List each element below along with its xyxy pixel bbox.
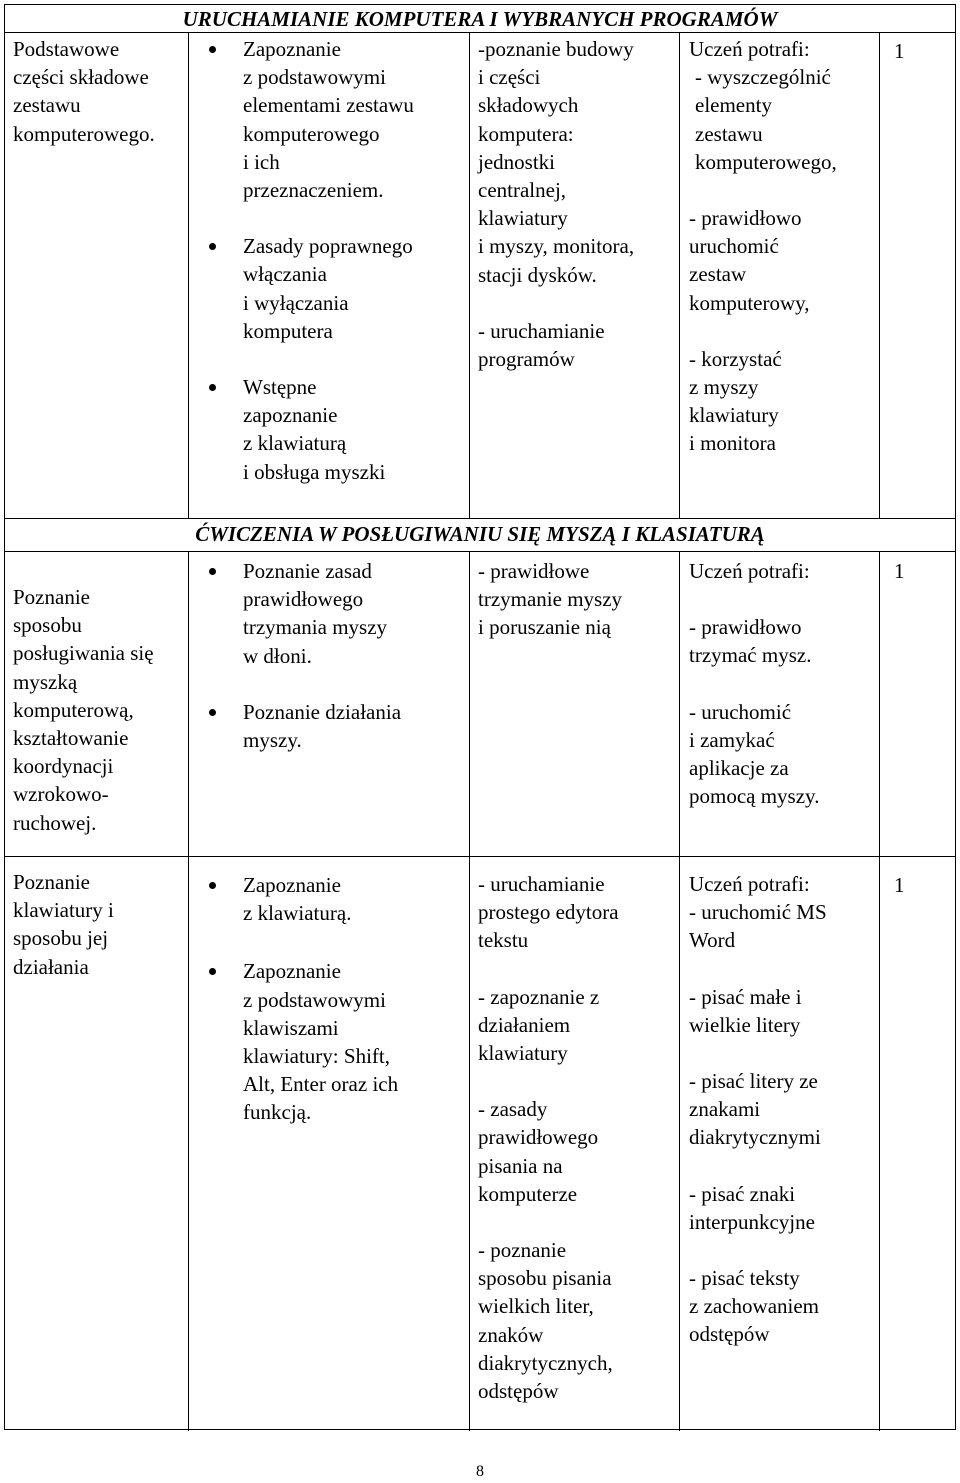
- text-line: Poznanie: [13, 585, 90, 609]
- text-line: i monitora: [689, 431, 776, 456]
- text-line: aplikacje za: [689, 756, 789, 781]
- bullet-icon: [209, 384, 216, 391]
- text-line: - zasady: [478, 1097, 548, 1122]
- activity-item: [478, 557, 676, 642]
- outcome-item: [689, 983, 877, 1039]
- text-line: ruchowej.: [13, 810, 97, 835]
- row-divider: [5, 856, 955, 857]
- text-line: komputerowy,: [689, 290, 810, 315]
- text-line: uruchomić: [689, 234, 779, 259]
- text-line: klawiszami: [243, 1015, 339, 1040]
- text-line: odstępów: [689, 1322, 770, 1347]
- bullet-item: [243, 557, 465, 670]
- bullet-icon: [209, 709, 216, 716]
- text-line: i myszy, monitora,: [478, 234, 635, 259]
- text-line: Zapoznanie: [243, 959, 341, 984]
- column-divider: [879, 551, 880, 1431]
- column-divider: [679, 551, 680, 1431]
- outcome-item: [695, 63, 877, 176]
- text-line: programów: [478, 347, 575, 372]
- text-line: zestawu: [13, 93, 81, 118]
- outcome-item: [689, 204, 877, 317]
- page-number: 8: [476, 1463, 484, 1480]
- text-line: w dłoni.: [243, 643, 312, 668]
- column-divider: [879, 32, 880, 518]
- text-line: i ich: [243, 149, 280, 174]
- text-line: składowych: [478, 93, 579, 118]
- text-line: jednostki: [478, 149, 555, 174]
- column-divider: [469, 551, 470, 1431]
- column-divider: [469, 32, 470, 518]
- text-line: klawiatury: [689, 403, 779, 428]
- text-line: - poznanie: [478, 1238, 567, 1263]
- outcomes-heading: Uczeń potrafi:: [689, 37, 810, 61]
- text-line: zestaw: [689, 262, 747, 287]
- activities-cell: [478, 35, 676, 373]
- text-line: Poznanie: [13, 870, 90, 894]
- text-line: z klawiaturą.: [243, 901, 352, 926]
- bullet-item: [243, 373, 465, 486]
- text-line: wielkie litery: [689, 1012, 801, 1037]
- text-line: - zapoznanie z: [478, 984, 600, 1009]
- text-line: sposobu jej: [13, 926, 109, 951]
- hours-value: 1: [894, 873, 905, 897]
- text-line: i wyłączania: [243, 290, 349, 315]
- text-line: części składowe: [13, 65, 149, 90]
- outcome-item: [689, 698, 877, 811]
- curriculum-table: [4, 4, 956, 1430]
- text-line: pisania na: [478, 1153, 563, 1178]
- outcome-item: [689, 1264, 877, 1349]
- outcomes-heading: Uczeń potrafi:: [689, 559, 810, 583]
- topic-cell: [13, 868, 185, 981]
- column-divider: [679, 32, 680, 518]
- text-line: Podstawowe: [13, 37, 120, 61]
- activity-item: [478, 35, 676, 289]
- text-line: Zapoznanie: [243, 37, 341, 61]
- text-line: - uruchamianie: [478, 872, 605, 896]
- activity-item: [478, 870, 676, 955]
- text-line: odstępów: [478, 1379, 559, 1404]
- text-line: - pisać znaki: [689, 1181, 796, 1206]
- text-line: z podstawowymi: [243, 987, 386, 1012]
- text-line: Poznanie działania: [243, 699, 402, 724]
- text-line: komputerze: [478, 1181, 578, 1206]
- text-line: elementy: [695, 93, 772, 118]
- bullet-icon: [209, 968, 216, 975]
- bullet-item: [243, 871, 465, 927]
- outcomes-cell: [689, 557, 877, 810]
- activities-cell: [478, 870, 676, 1405]
- text-line: sposobu pisania: [478, 1266, 612, 1291]
- outcomes-heading: Uczeń potrafi:: [689, 872, 810, 896]
- text-line: komputerowego,: [695, 149, 837, 174]
- hours-value: 1: [894, 39, 905, 63]
- text-line: - prawidłowo: [689, 206, 802, 231]
- text-line: wzrokowo-: [13, 782, 109, 807]
- text-line: znaków: [478, 1322, 544, 1347]
- text-line: tekstu: [478, 928, 529, 953]
- content-cell: [243, 35, 465, 486]
- text-line: zestawu: [695, 121, 763, 146]
- topic-cell: [13, 35, 185, 148]
- text-line: włączania: [243, 262, 327, 287]
- text-line: i części: [478, 65, 541, 90]
- text-line: zapoznanie: [243, 403, 338, 428]
- content-cell: [243, 871, 465, 1127]
- text-line: działaniem: [478, 1012, 571, 1037]
- text-line: z podstawowymi: [243, 65, 386, 90]
- bullet-item: [243, 957, 465, 1126]
- activities-cell: [478, 557, 676, 642]
- outcome-item: [689, 613, 877, 669]
- text-line: Zasady poprawnego: [243, 234, 413, 259]
- text-line: stacji dysków.: [478, 262, 597, 287]
- text-line: z zachowaniem: [689, 1294, 820, 1319]
- text-line: - pisać litery ze: [689, 1069, 818, 1094]
- text-line: działania: [13, 954, 89, 979]
- text-line: Poznanie zasad: [243, 559, 372, 583]
- outcomes-cell: [689, 870, 877, 1349]
- text-line: z myszy: [689, 375, 759, 400]
- column-divider: [188, 551, 189, 1431]
- text-line: - pisać teksty: [689, 1266, 800, 1291]
- text-line: pomocą myszy.: [689, 784, 820, 809]
- bullet-icon: [209, 882, 216, 889]
- text-line: trzymanie myszy: [478, 587, 623, 612]
- text-line: - pisać małe i: [689, 984, 802, 1009]
- text-line: klawiatury: Shift,: [243, 1044, 390, 1069]
- text-line: i obsługa myszki: [243, 459, 386, 484]
- text-line: komputerową,: [13, 697, 134, 722]
- hours-value: 1: [894, 559, 905, 583]
- text-line: - korzystać: [689, 346, 782, 371]
- text-line: wielkich liter,: [478, 1294, 594, 1319]
- outcome-item: [689, 345, 877, 458]
- bullet-item: [243, 35, 465, 204]
- text-line: -poznanie budowy: [478, 37, 634, 61]
- bullet-icon: [209, 568, 216, 575]
- text-line: - prawidłowe: [478, 559, 590, 583]
- text-line: i zamykać: [689, 727, 775, 752]
- text-line: - uruchomić: [689, 699, 792, 724]
- text-line: komputerowego.: [13, 121, 155, 146]
- text-line: - uruchamianie: [478, 318, 605, 343]
- activity-item: [478, 1236, 676, 1405]
- text-line: Word: [689, 928, 736, 953]
- text-line: znakami: [689, 1097, 761, 1122]
- text-line: Wstępne: [243, 375, 317, 400]
- text-line: interpunkcyjne: [689, 1209, 815, 1234]
- text-line: klawiatury i: [13, 898, 114, 923]
- text-line: prostego edytora: [478, 900, 619, 925]
- bullet-item: [243, 232, 465, 345]
- bullet-icon: [209, 46, 216, 53]
- text-line: trzymać mysz.: [689, 643, 812, 668]
- text-line: koordynacji: [13, 754, 114, 779]
- text-line: - uruchomić MS: [689, 900, 827, 925]
- bullet-item: [243, 698, 465, 754]
- outcome-item: [689, 898, 877, 954]
- text-line: prawidłowego: [478, 1125, 599, 1150]
- text-line: posługiwania się: [13, 641, 154, 666]
- section-title-startup: URUCHAMIANIE KOMPUTERA I WYBRANYCH PROGRAMÓW: [182, 7, 778, 31]
- topic-cell: [13, 583, 185, 837]
- row-divider: [5, 32, 955, 33]
- text-line: komputera: [243, 318, 333, 343]
- text-line: diakrytycznymi: [689, 1125, 821, 1150]
- row-divider: [5, 518, 955, 519]
- text-line: elementami zestawu: [243, 93, 414, 118]
- text-line: przeznaczeniem.: [243, 178, 384, 203]
- text-line: myszy.: [243, 728, 302, 753]
- text-line: klawiatury: [478, 1041, 568, 1066]
- activity-item: [478, 983, 676, 1068]
- outcome-item: [689, 1180, 877, 1236]
- text-line: - prawidłowo: [689, 615, 802, 640]
- outcomes-cell: [689, 35, 877, 458]
- text-line: Alt, Enter oraz ich: [243, 1072, 399, 1097]
- text-line: Zapoznanie: [243, 873, 341, 897]
- text-line: funkcją.: [243, 1100, 312, 1125]
- text-line: klawiatury: [478, 206, 568, 231]
- text-line: komputera:: [478, 121, 574, 146]
- text-line: diakrytycznych,: [478, 1350, 613, 1375]
- text-line: trzymania myszy: [243, 615, 388, 640]
- column-divider: [188, 32, 189, 518]
- text-line: centralnej,: [478, 178, 567, 203]
- activity-item: [478, 1095, 676, 1208]
- text-line: myszką: [13, 669, 78, 694]
- activity-item: [478, 317, 676, 373]
- outcome-item: [689, 1067, 877, 1152]
- text-line: - wyszczególnić: [695, 65, 831, 90]
- text-line: z klawiaturą: [243, 431, 347, 456]
- section-title-mouse-keyboard: ĆWICZENIA W POSŁUGIWANIU SIĘ MYSZĄ I KLASIATURĄ: [195, 522, 765, 546]
- content-cell: [243, 557, 465, 754]
- text-line: kształtowanie: [13, 726, 129, 751]
- text-line: komputerowego: [243, 121, 380, 146]
- text-line: i poruszanie nią: [478, 615, 611, 640]
- bullet-icon: [209, 243, 216, 250]
- text-line: sposobu: [13, 613, 82, 638]
- row-divider: [5, 551, 955, 552]
- text-line: prawidłowego: [243, 587, 364, 612]
